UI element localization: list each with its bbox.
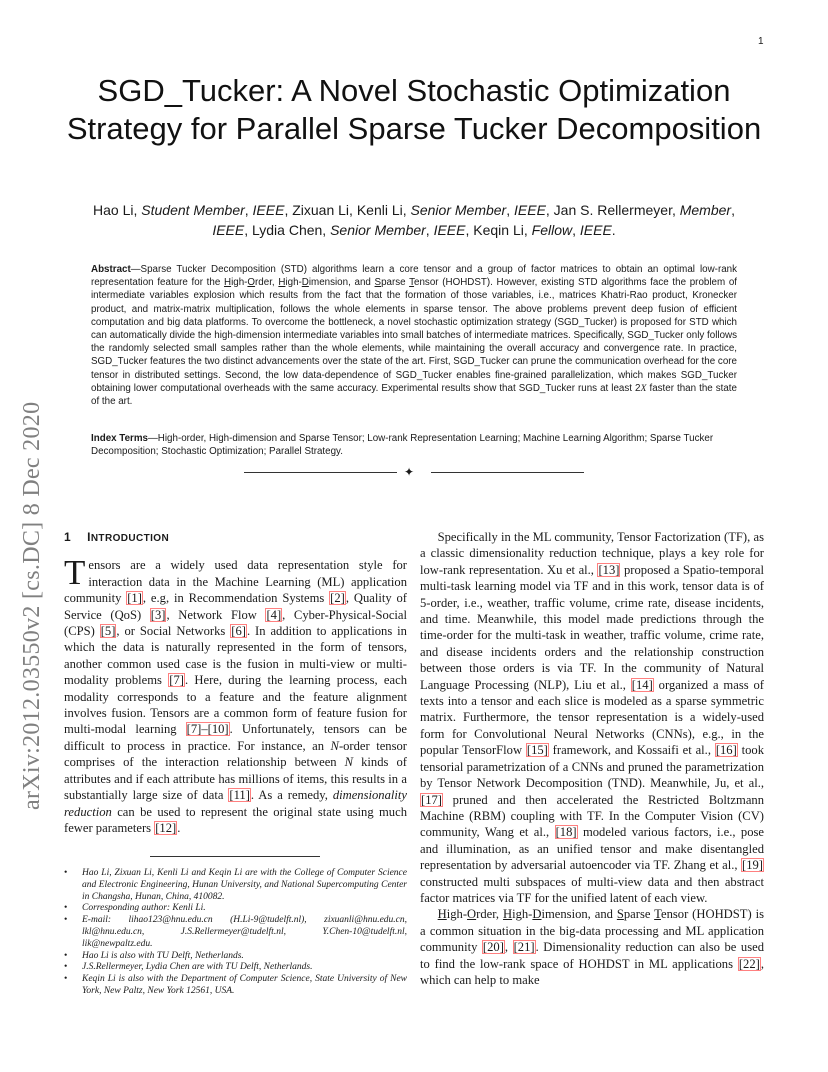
citation-link[interactable]: [16] — [715, 743, 737, 758]
footnote-rule — [150, 856, 320, 857]
separator-rule-left — [244, 472, 397, 473]
section-separator — [244, 466, 584, 480]
citation-link[interactable]: [21] — [513, 940, 535, 955]
index-terms: Index Terms—High-order, High-dimension and Sparse Tensor; Low-rank Representation Learning; Machine Learning Algorithm; Sparse Tucker Decomposition; Stochastic Optimization; Parallel Strategy. — [91, 433, 714, 458]
citation-link[interactable]: [20] — [482, 940, 504, 955]
citation-link[interactable]: [18] — [555, 825, 577, 840]
citation-link[interactable]: [19] — [742, 858, 763, 873]
body-paragraph: High-Order, High-Dimension, and Sparse Tensor (HOHDST) is a common situation in the big-data processing and ML application community [20], [21]. Dimensionality reduction can also be used to find the low-rank space of HOHDST in ML applications [22], which can help to make — [420, 907, 764, 987]
drop-cap: T — [64, 553, 86, 593]
citation-link[interactable]: [15] — [526, 743, 548, 758]
citation-link[interactable]: [11] — [229, 788, 250, 803]
paper-title: SGD_Tucker: A Novel Stochastic Optimization Strategy for Parallel Sparse Tucker Decomposition — [66, 73, 762, 146]
footnote-item: • Hao Li, Zixuan Li, Kenli Li and Keqin Li are with the College of Computer Science and Electronic Engineering, Hunan University, and National Supercomputing Center in Changsha, Hunan, China, 410082. — [82, 868, 407, 903]
author-line-2: IEEE, Lydia Chen, Senior Member, IEEE, Keqin Li, Fellow, IEEE. — [212, 222, 616, 238]
footnote-item: • Keqin Li is also with the Department of Computer Science, State University of New York, New Paltz, New York 12561, USA. — [82, 974, 407, 998]
right-column — [420, 529, 764, 988]
citation-link[interactable]: [7]–[10] — [186, 722, 229, 737]
citation-link[interactable]: [14] — [631, 677, 653, 692]
footnote-item: • Corresponding author: Kenli Li. — [82, 903, 407, 915]
citation-link[interactable]: [13] — [598, 562, 620, 577]
citation-link[interactable]: [3] — [150, 607, 166, 622]
citation-link[interactable]: [1] — [127, 591, 142, 606]
author-list — [60, 200, 768, 240]
body-paragraph: Specifically in the ML community, Tensor Factorization (TF), as a classic dimensionality reduction technique, plays a key role for low-rank representation. Xu et al., [13] proposed a Spatio-temporal multi-task learning model via TF and in this work, tensor data is of 5-order, i.e., weather, traffic volume, crime rate, disease incidents, and time. Meanwhile, this model made predictions through the time-order for the multi-task in weather, traffic volume, crime rate, and disease incidents orders and the relationship construction between those orders is via TF. In the community of Natural Language Processing (NLP), Liu et al., [14] organized a mass of texts into a tensor and each slice is modeled as a sparse symmetric matrix. Furthermore, the tensor representation is a widely-used form for Convolutional Neural Networks (CNNs), e.g., in the popular TensorFlow [15] framework, and Kossaifi et al., [16] took tensorial parametrization of a CNNs and pruned the parametrization by Tensor Network Decomposition (TND). Meanwhile, Ju, et al., [17] pruned and then accelerated the Restricted Boltzmann Machine (RBM) coupling with TF. In the Computer Vision (CV) community, Wang et al., [18] modeled various factors, i.e., pose and illumination, as an unified tensor and make disentangled representation by adversarial autoencoder via TF. Zhang et al., [19] constructed multi subspaces of multi-view data and then abstract factor matrices via TF for the unified latent of each view. — [420, 530, 765, 905]
footnotes — [64, 868, 407, 998]
abstract-label: Abstract — [91, 264, 131, 275]
separator-diamond-icon: ✦ — [404, 465, 415, 479]
author-line-1: Hao Li, Student Member, IEEE, Zixuan Li, Kenli Li, Senior Member, IEEE, Jan S. Rellermeyer, Member, — [93, 202, 735, 218]
citation-link[interactable]: [6] — [231, 624, 246, 639]
page-number: 1 — [758, 36, 764, 47]
footnote-item: • E-mail: lihao123@hnu.edu.cn (H.Li-9@tudelft.nl), zixuanli@hnu.edu.cn, lkl@hnu.edu.cn, J.S.Rellermeyer@tudelft.nl, Y.Chen-10@tudelft.nl, lik@newpaltz.edu. — [82, 915, 407, 950]
citation-link[interactable]: [17] — [421, 792, 442, 807]
separator-rule-right — [431, 472, 584, 473]
citation-link[interactable]: [7] — [169, 673, 184, 688]
abstract: Abstract—Sparse Tucker Decomposition (STD) algorithms learn a core tensor and a group of factor matrices to obtain an optimal low-rank representation feature for the High-Order, High-Dimension, and Sparse Tensor (HOHDST). However, existing STD algorithms face the problem of intermediate variables explosion which results from the fact that the formation of those variables, i.e., matrices Khatri-Rao product, Kronecker product, and matrix-matrix multiplication, follows the whole elements in sparse tensor. The above problems prevent deep fusion of efficient computation and big data platforms. To overcome the bottleneck, a novel stochastic optimization strategy (SGD_Tucker) is proposed for STD which can automatically divide the high-dimension intermediate variables into small batches of intermediate matrices. Specifically, SGD_Tucker only follows the randomly selected small samples rather than the whole elements, while maintaining the overall accuracy and convergence rate. In practice, SGD_Tucker features the two distinct advancements over the state of the art. First, SGD_Tucker can prune the communication overhead for the core tensor in distributed settings. Second, the low data-dependence of SGD_Tucker enables fine-grained parallelization, which makes SGD_Tucker obtaining lower computational overheads with the same accuracy. Experimental results show that SGD_Tucker runs at least 2X faster than the state of the art. — [91, 264, 738, 408]
arxiv-identifier-stamp: arXiv:2012.03550v2 [cs.DC] 8 Dec 2020 — [19, 401, 45, 810]
footnote-item: • Hao Li is also with TU Delft, Netherlands. — [82, 951, 407, 963]
intro-paragraph: Tensors are a widely used data representation style for interaction data in the Machine Learning (ML) application community [1], e.g, in Recommendation Systems [2], Quality of Service (QoS) [3], Network Flow [4], Cyber-Physical-Social (CPS) [5], or Social Networks [6]. In addition to applications in which the data is naturally represented in the form of tensors, another common used case is the fusion in multi-view or multi-modality problems [7]. Here, during the learning process, each modality corresponds to a feature and the feature alignment involves fusion. Tensors are a common form of feature fusion for multi-modal learning [7]–[10]. Unfortunately, tensors can be difficult to process in practice. For instance, an N-order tensor comprises of the interaction relationship between N kinds of attributes and if each attribute has millions of items, this results in a substantially large size of data [11]. As a remedy, dimensionality reduction can be used to represent the original state using much fewer parameters [12]. — [64, 553, 407, 835]
citation-link[interactable]: [4] — [266, 607, 282, 622]
citation-link[interactable]: [2] — [330, 591, 345, 606]
left-column — [64, 529, 407, 836]
citation-link[interactable]: [22] — [738, 956, 760, 971]
index-terms-label: Index Terms — [91, 433, 148, 444]
citation-link[interactable]: [5] — [100, 624, 116, 639]
footnote-item: • J.S.Rellermeyer, Lydia Chen are with TU Delft, Netherlands. — [82, 962, 407, 974]
citation-link[interactable]: [12] — [155, 820, 177, 835]
section-heading: 1 INTRODUCTION — [64, 530, 170, 544]
